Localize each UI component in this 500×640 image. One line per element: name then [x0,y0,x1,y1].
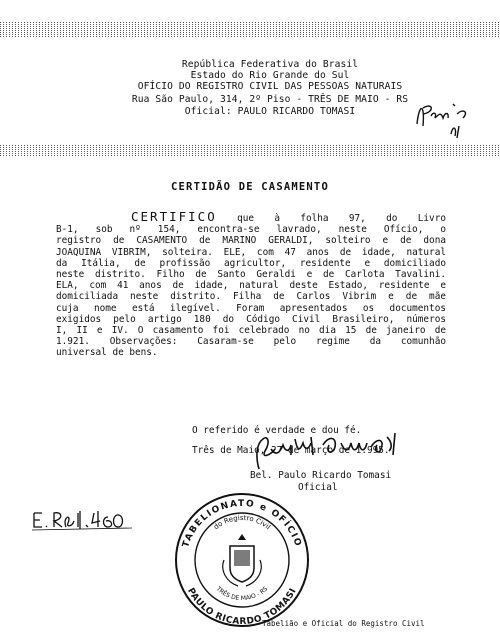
certificate-body [56,211,446,359]
header-republic: República Federativa do Brasil [181,59,359,70]
body-row: da Itália, de profissão agricultor, residente e domiciliado [56,257,446,269]
body-row: I, II e IV. O casamento foi celebrado no dia 15 de janeiro de [56,325,446,337]
seal-outer-top-text: TABELIONATO e OFÍCIO [181,498,303,549]
body-row: cuja nome está ilegível. Foram apresentados os documentos [56,302,446,314]
document-title: CERTIDÃO DE CASAMENTO [171,181,329,193]
header-state: Estado do Rio Grande do Sul [190,70,350,81]
body-row: exigidos pelo artigo 180 do Código Civil Brasileiro, números [56,313,446,325]
body-row: neste distrito. Filho de Santo Geraldi e de Carlota Tavalini. [56,269,446,281]
header-official: Oficial: PAULO RICARDO TOMASI [184,106,356,117]
handwritten-fee-annotation [28,503,138,531]
body-text: que à folha 97, do Livro [237,213,446,224]
official-name: Bel. Paulo Ricardo Tomasi [250,470,392,481]
closing-statement: O referido é verdade e dou fé. [192,425,362,436]
coat-of-arms-icon [223,534,261,586]
official-role: Oficial [298,482,338,493]
header-office: OFÍCIO DO REGISTRO CIVIL DAS PESSOAS NATURAIS [137,81,403,92]
body-row: domiciliada neste distrito. Filha de Carlos Vibrim e de mãe [56,291,446,303]
scan-noise-band-top [0,22,500,38]
svg-text:TRÊS DE MAIO - RS [214,585,269,602]
body-row: ELA, com 41 anos de idade, natural deste Estado, residente e [56,280,446,292]
body-row: JOAQUINA VIBRIM, solteira. ELE, com 47 anos de idade, natural [56,246,446,258]
seal-bottom-subtitle: Tabelião e Oficial do Registro Civil [262,619,425,628]
handwritten-initial-annotation [413,94,473,139]
body-row: 1.921. Observações: Casaram-se pelo regime da comunhão [56,336,446,348]
body-row: registro de CASAMENTO de MARINO GERALDI, solteiro e de dona [56,235,446,247]
seal-inner-top-text: do Registro Civil [212,513,272,532]
registry-office-seal [172,490,312,630]
header-address: Rua São Paulo, 314, 2º Piso - TRÊS DE MAIO - RS [131,94,409,105]
scan-noise-band-middle [0,145,500,157]
svg-text:do Registro Civil [212,514,272,531]
certifico-word: CERTIFICO [131,209,217,224]
body-row: universal de bens. [56,347,158,359]
seal-inner-bottom-text: TRÊS DE MAIO - RS [214,585,270,603]
body-row-1 [56,211,446,224]
seal-outer-bottom-text: PAULO RICARDO TOMASI [185,586,299,628]
body-row: B-1, sob nº 154, encontra-se lavrado, neste Ofício, o [56,224,446,236]
place-and-date: Três de Maio, 27 de março de 1.995. [192,445,390,456]
